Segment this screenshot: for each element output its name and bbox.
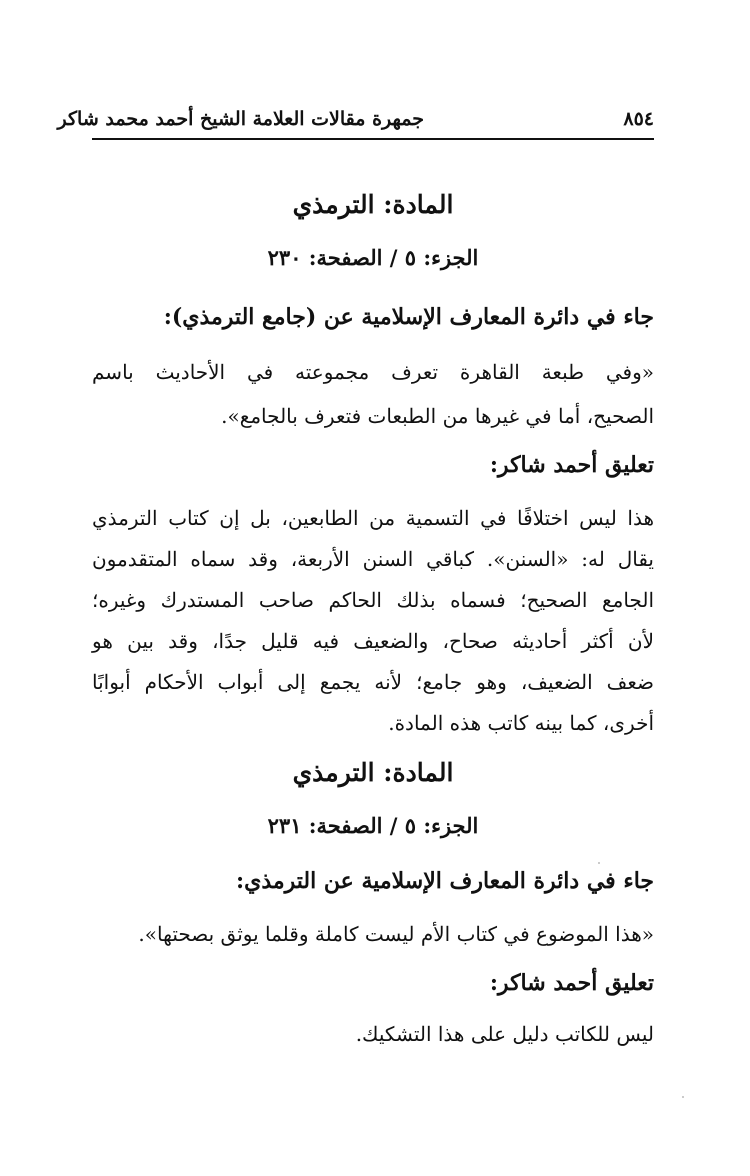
page-number: ٨٥٤ <box>623 108 654 130</box>
comment-line: الجامع الصحيح؛ فسماه بذلك الحاكم صاحب المستدرك وغيره؛ <box>92 588 654 612</box>
quote-line: «هذا الموضوع في كتاب الأم ليست كاملة وقلما يوثق بصحتها». <box>138 922 654 946</box>
quote-line: الصحيح، أما في غيرها من الطبعات فتعرف بالجامع». <box>221 404 654 428</box>
comment-line: أخرى، كما بينه كاتب هذه المادة. <box>388 711 654 735</box>
running-header <box>57 102 654 140</box>
paper-speck <box>682 1096 684 1098</box>
quote-line: «وفي طبعة القاهرة تعرف مجموعته في الأحاديث باسم <box>92 360 654 384</box>
comment-heading-2: تعليق أحمد شاكر: <box>489 970 654 996</box>
entry-location-2: الجزء: ٥ / الصفحة: ٢٣١ <box>267 813 479 838</box>
entry-location-1: الجزء: ٥ / الصفحة: ٢٣٠ <box>267 245 479 270</box>
quote-intro-1: جاء في دائرة المعارف الإسلامية عن (جامع الترمذي): <box>163 304 654 330</box>
comment-line: ليس للكاتب دليل على هذا التشكيك. <box>355 1022 654 1046</box>
comment-line: لأن أكثر أحاديثه صحاح، والضعيف فيه قليل جدًا، وقد بين هو <box>92 629 654 653</box>
book-title: جمهرة مقالات العلامة الشيخ أحمد محمد شاكر <box>57 108 424 130</box>
entry-title-1: المادة: الترمذي <box>292 190 454 219</box>
comment-line: ضعف الضعيف، وهو جامع؛ لأنه يجمع إلى أبواب الأحكام أبوابًا <box>92 670 654 694</box>
comment-line: هذا ليس اختلافًا في التسمية من الطابعين، بل إن كتاب الترمذي <box>92 506 654 530</box>
entry-title-2: المادة: الترمذي <box>292 758 454 787</box>
paper-speck <box>598 862 600 864</box>
comment-heading-1: تعليق أحمد شاكر: <box>489 452 654 478</box>
comment-line: يقال له: «السنن». كباقي السنن الأربعة، وقد سماه المتقدمون <box>92 547 654 571</box>
quote-intro-2: جاء في دائرة المعارف الإسلامية عن الترمذي: <box>235 868 654 894</box>
